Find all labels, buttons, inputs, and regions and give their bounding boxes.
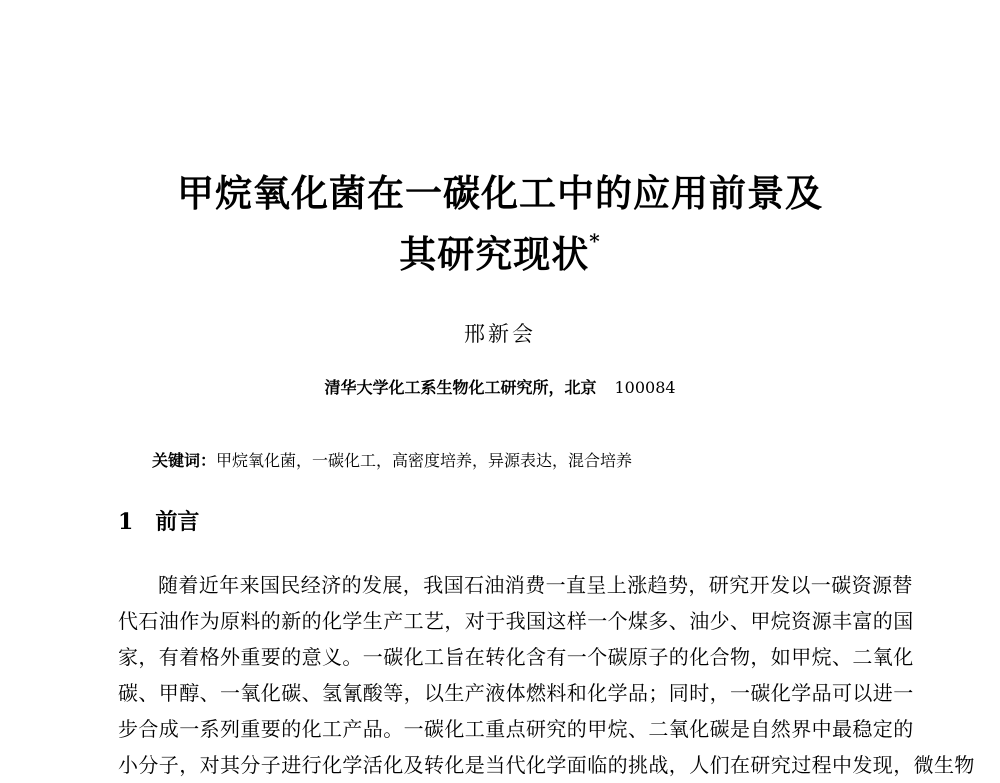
title-footnote-mark: * [589, 228, 601, 253]
keywords-label: 关键词： [152, 451, 217, 470]
keywords-text: 甲烷氧化菌，一碳化工，高密度培养，异源表达，混合培养 [216, 451, 633, 470]
paper-title-line-2 [0, 224, 1000, 278]
section-number: 1 [118, 509, 134, 535]
title-text-line-1: 甲烷氧化菌在一碳化工中的应用前景及 [177, 171, 823, 215]
paragraph-line: 步合成一系列重要的化工产品。一碳化工重点研究的甲烷、二氧化碳是自然界中最稳定的 [118, 717, 914, 741]
paper-title-line-1 [0, 163, 1000, 217]
author-name: 邢新会 [464, 322, 536, 346]
title-text-line-2: 其研究现状 [399, 232, 590, 276]
paragraph-line: 碳、甲醇、一氧化碳、氢氰酸等，以生产液体燃料和化学品；同时，一碳化学品可以进一 [118, 681, 914, 705]
affiliation [0, 375, 1000, 398]
affiliation-postcode: 100084 [614, 378, 676, 397]
section-heading [118, 505, 199, 536]
keywords [152, 448, 632, 471]
paragraph-line: 家，有着格外重要的意义。一碳化工旨在转化含有一个碳原子的化合物，如甲烷、二氧化 [118, 645, 914, 669]
affiliation-institution: 清华大学化工系生物化工研究所，北京 [324, 378, 597, 397]
body-paragraph [118, 567, 975, 783]
paragraph-line: 随着近年来国民经济的发展，我国石油消费一直呈上涨趋势，研究开发以一碳资源替 [158, 573, 913, 597]
section-title: 前言 [155, 509, 200, 535]
paragraph-line: 代石油作为原料的新的化学生产工艺，对于我国这样一个煤多、油少、甲烷资源丰富的国 [118, 609, 914, 633]
paragraph-line: 小分子，对其分子进行化学活化及转化是当代化学面临的挑战，人们在研究过程中发现，微生物 [118, 753, 975, 777]
